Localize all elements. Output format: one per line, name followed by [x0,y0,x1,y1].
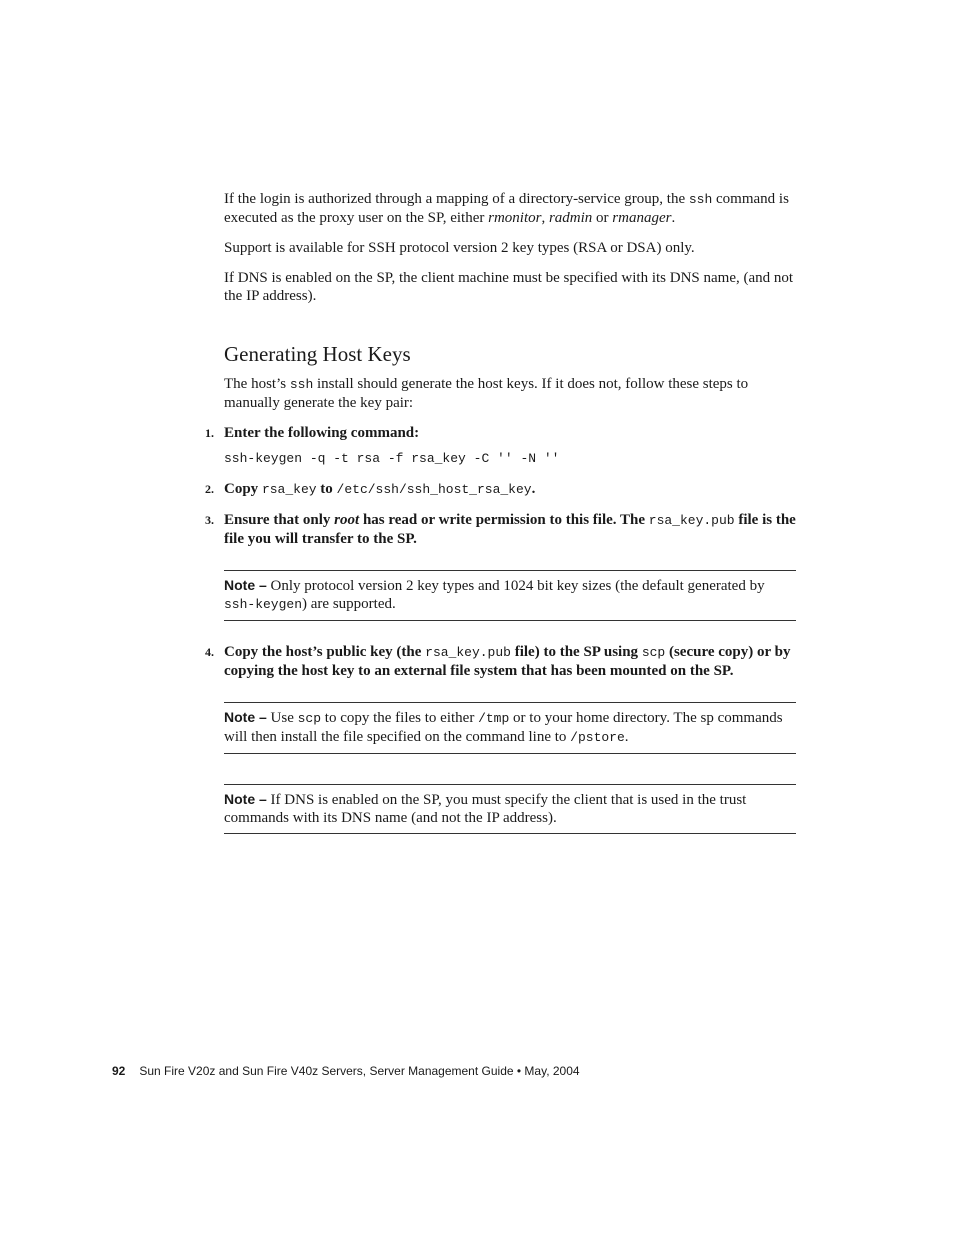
text-run: Only protocol version 2 key types and 1024 bit key sizes (the default generated by [266,578,765,594]
inline-code: /pstore [570,730,625,745]
section-intro [224,375,796,412]
step-number: 4. [205,645,214,659]
text-run: The host’s [224,376,290,392]
note-label: Note – [224,709,267,725]
section-heading: Generating Host Keys [224,342,411,366]
text-run: , [541,210,549,226]
text-run: or [592,210,613,226]
text-run: has read or write permission to this file. The [359,512,649,528]
inline-code: rsa_key [261,482,317,497]
note-label: Note – [224,791,267,807]
note-box-1 [224,570,796,621]
text-run: Ensure that only [224,512,335,528]
step-2 [205,480,796,499]
note-label: Note – [224,577,267,593]
inline-code: rsa_key.pub [425,645,511,660]
text-run: to [316,481,337,497]
text-run: ) are supported. [302,596,396,612]
intro-paragraph-2: Support is available for SSH protocol version 2 key types (RSA or DSA) only. [224,240,695,256]
text-run: Copy the host’s public key (the [224,644,426,660]
role-name: rmanager [612,210,672,226]
step-number: 2. [205,482,214,496]
text-run: Copy [224,481,262,497]
inline-code: ssh [688,192,713,207]
step-text: Enter the following command: [224,425,420,441]
inline-code: ssh [289,377,314,392]
inline-code: scp [297,711,322,726]
inline-code: scp [641,645,666,660]
text-run: (secure copy) or by copying the host key to an external file system that has been mounted on the SP. [224,644,791,679]
step-number: 1. [205,426,214,440]
text-run: command is executed as the proxy user on the SP, either [224,191,789,226]
text-run: . [531,481,536,497]
inline-code: ssh-keygen [224,597,303,612]
intro-paragraph-1 [224,190,796,227]
text-run: file) to the SP using [510,644,642,660]
text-run: If the login is authorized through a mapping of a directory-service group, the [224,191,689,207]
inline-code: /etc/ssh/ssh_host_rsa_key [336,482,532,497]
step-1 [205,424,796,442]
text-run: install should generate the host keys. If it does not, follow these steps to manually generate the key pair: [224,376,749,411]
step-3 [205,511,796,548]
intro-paragraph-3: If DNS is enabled on the SP, the client machine must be specified with its DNS name, (and not the IP address). [224,270,794,304]
role-name: rmonitor [488,210,542,226]
inline-code: rsa_key.pub [648,513,735,528]
text-run: If DNS is enabled on the SP, you must specify the client that is used in the trust commands with its DNS name (and not the IP address). [224,792,747,826]
text-run: Use [266,710,298,726]
note-box-3 [224,784,796,834]
page-number: 92 [112,1064,126,1078]
text-run: . [671,210,676,226]
text-run: . [624,729,629,745]
text-run: to copy the files to either [321,710,479,726]
root-user: root [334,512,360,528]
page-body [205,190,796,834]
inline-code: /tmp [478,711,510,726]
note-box-2 [224,702,796,754]
page-footer [112,1064,580,1078]
step-number: 3. [205,513,214,527]
footer-text: Sun Fire V20z and Sun Fire V40z Servers, Server Management Guide • May, 2004 [139,1064,580,1078]
text-run: file is the file you will transfer to the SP. [224,512,796,547]
role-name: radmin [548,210,593,226]
step-4 [205,643,796,680]
code-command: ssh-keygen -q -t rsa -f rsa_key -C '' -N '' [224,451,560,466]
text-run: or to your home directory. The sp commands will then install the file specified on the command line to [224,710,783,745]
